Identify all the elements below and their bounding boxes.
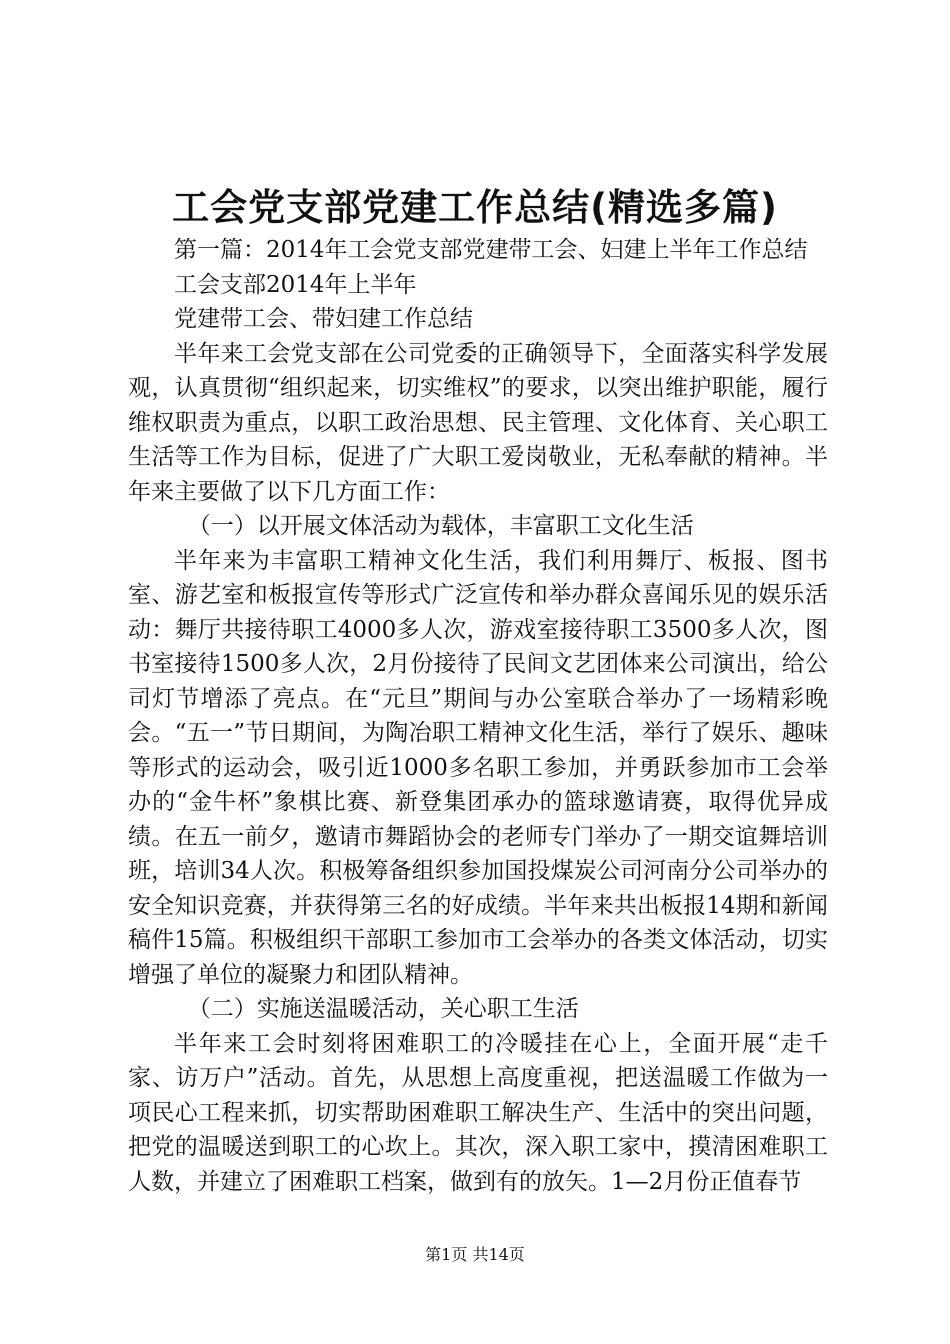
intro-paragraph: 半年来工会党支部在公司党委的正确领导下，全面落实科学发展观，认真贯彻“组织起来，切实维权”的要求，以突出维护职能，履行维权职责为重点，以职工政治思想、民主管理、文化体育、关心职工生活等工作为目标，促进了广大职工爱岗敬业，无私奉献的精神。半年来主要做了以下几方面工作：	[128, 340, 828, 505]
document-body	[128, 233, 828, 1199]
report-unit-line: 工会支部2014年上半年	[174, 271, 417, 298]
section-heading: 第一篇：2014年工会党支部党建带工会、妇建上半年工作总结	[174, 237, 808, 263]
document-title: 工会党支部党建工作总结(精选多篇)	[172, 186, 778, 229]
report-title-line: 党建带工会、带妇建工作总结	[174, 306, 473, 332]
subheading-culture: （一）以开展文体活动为载体，丰富职工文化生活	[187, 513, 694, 539]
page-number-footer: 第1页 共14页	[425, 1245, 525, 1264]
subheading-warmth: （二）实施送温暖活动，关心职工生活	[187, 996, 579, 1022]
warmth-paragraph: 半年来工会时刻将困难职工的冷暖挂在心上，全面开展“走千家、访万户”活动。首先，从思想上高度重视，把送温暖工作做为一项民心工程来抓，切实帮助困难职工解决生产、生活中的突出问题，把党的温暖送到职工的心坎上。其次，深入职工家中，摸清困难职工人数，并建立了困难职工档案，做到有的放矢。1—2月份正值春节	[128, 1030, 828, 1195]
culture-paragraph: 半年来为丰富职工精神文化生活，我们利用舞厅、板报、图书室、游艺室和板报宣传等形式广泛宣传和举办群众喜闻乐见的娱乐活动：舞厅共接待职工4000多人次，游戏室接待职工3500多人次，图书室接待1500多人次，2月份接待了民间文艺团体来公司演出，给公司灯节增添了亮点。在“元旦”期间与办公室联合举办了一场精彩晚会。“五一”节日期间，为陶冶职工精神文化生活，举行了娱乐、趣味等形式的运动会，吸引近1000多名职工参加，并勇跃参加市工会举办的“金牛杯”象棋比赛、新登集团承办的篮球邀请赛，取得优异成绩。在五一前夕，邀请市舞蹈协会的老师专门举办了一期交谊舞培训班，培训34人次。积极筹备组织参加国投煤炭公司河南分公司举办的安全知识竞赛，并获得第三名的好成绩。半年来共出板报14期和新闻稿件15篇。积极组织干部职工参加市工会举办的各类文体活动，切实增强了单位的凝聚力和团队精神。	[128, 547, 828, 988]
